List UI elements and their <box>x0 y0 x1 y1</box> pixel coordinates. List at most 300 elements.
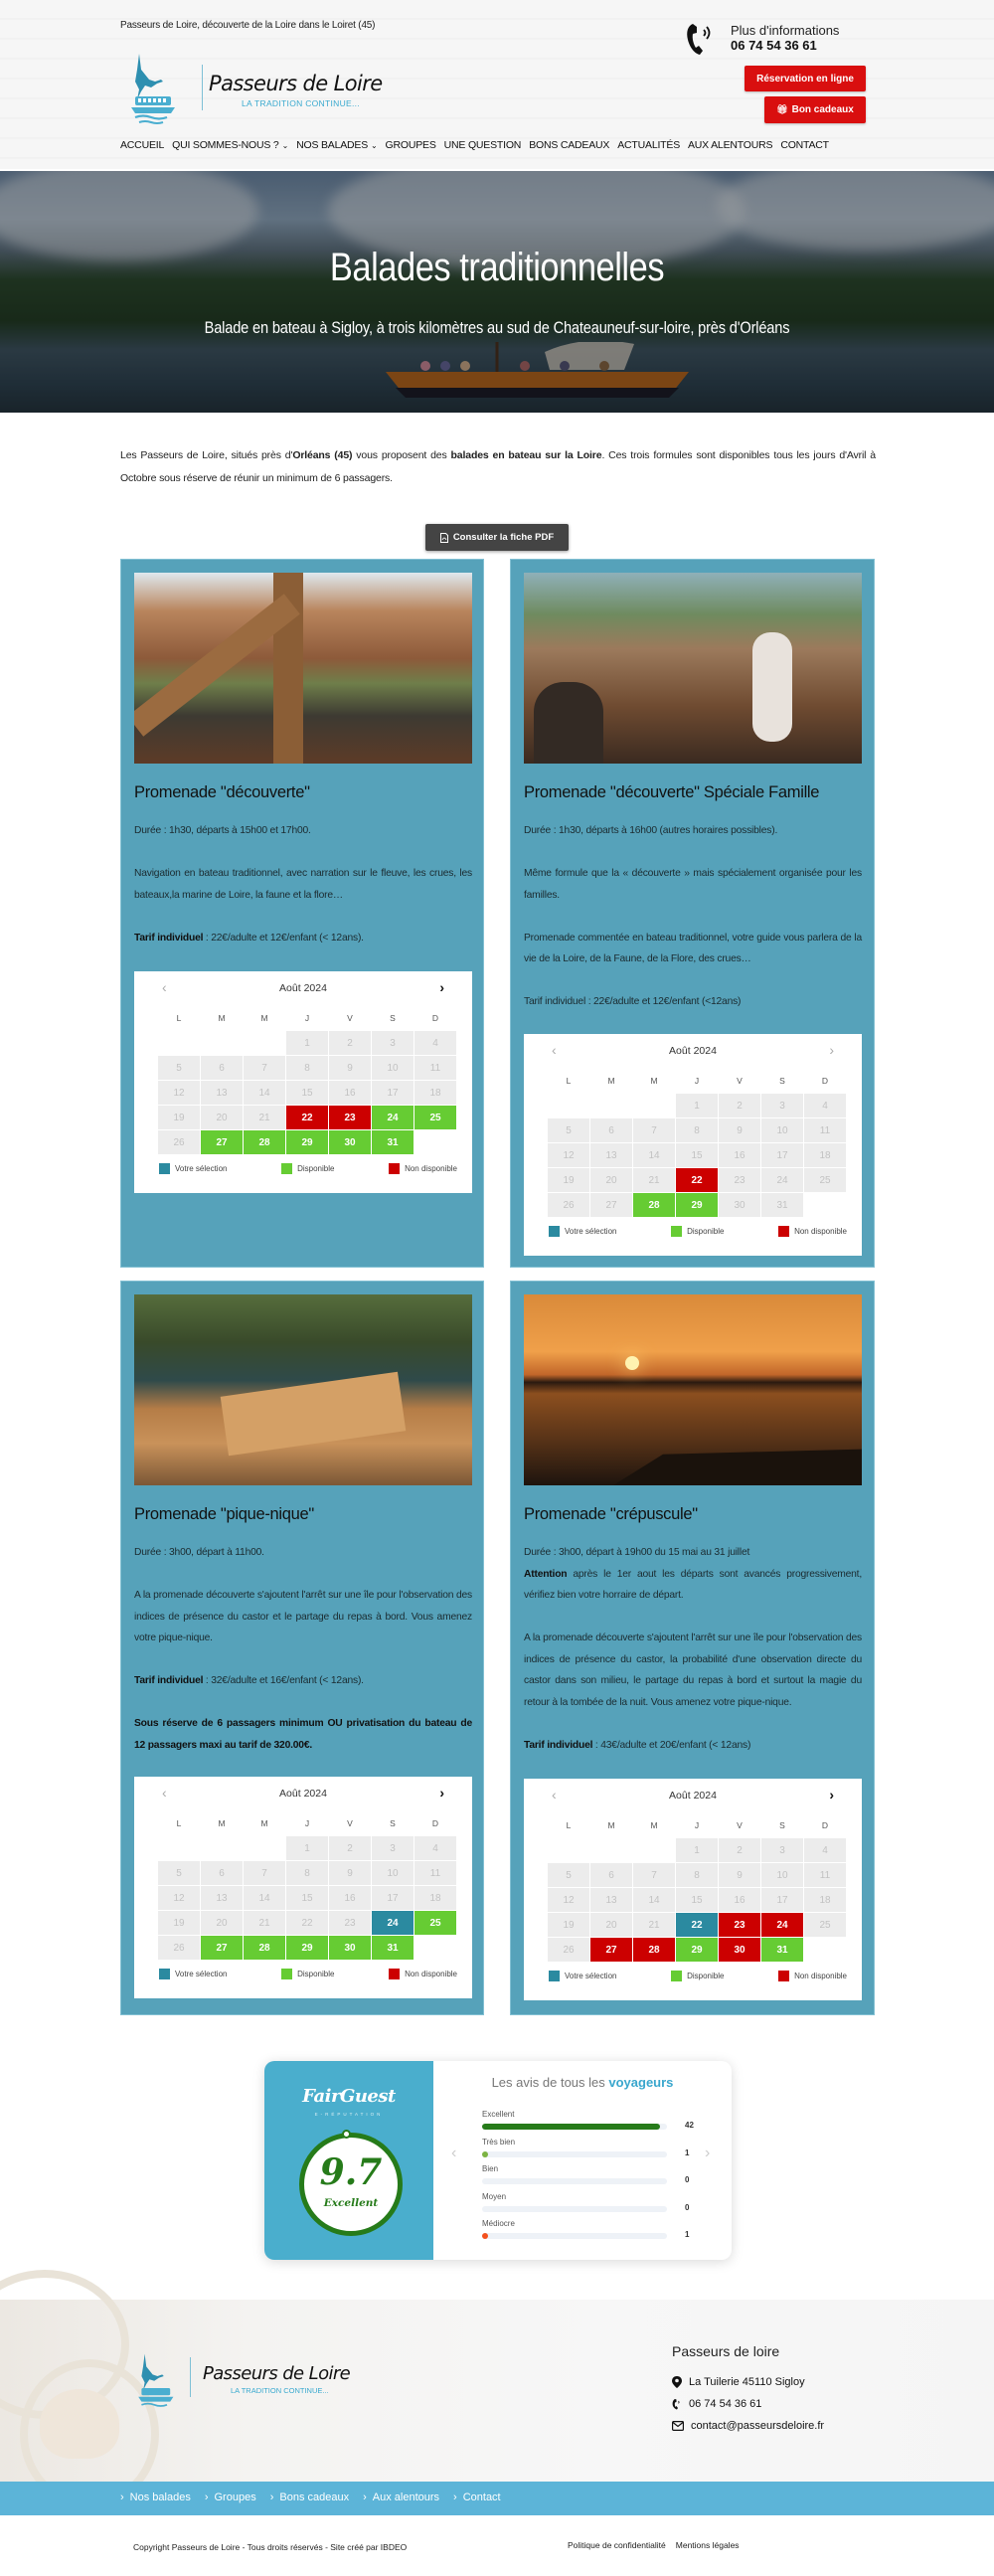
review-bar-fill <box>482 2233 488 2239</box>
calendar-day-disabled: 20 <box>201 1911 243 1935</box>
calendar-day-disabled: 3 <box>372 1031 414 1055</box>
footer-email-text: contact@passeursdeloire.fr <box>691 2420 825 2432</box>
footer-link-label: Nos balades <box>129 2491 191 2503</box>
weekday-header: V <box>719 1069 760 1093</box>
tour-card-decouverte <box>120 559 484 1268</box>
pdf-download-button[interactable] <box>425 524 569 551</box>
review-row-count: 0 <box>685 2175 690 2184</box>
calendar-prev-icon[interactable]: ‹ <box>552 1787 557 1803</box>
calendar-day-disabled: 12 <box>548 1888 589 1912</box>
review-bar-track <box>482 2178 667 2184</box>
calendar-day-disabled: 9 <box>329 1861 371 1885</box>
calendar-day-disabled: 25 <box>804 1168 846 1192</box>
tour-photo <box>134 1294 472 1485</box>
calendar-day-disabled: 21 <box>633 1913 675 1937</box>
paragraph-spacer <box>134 842 472 864</box>
tour-paragraph-text: : 32€/adulte et 16€/enfant (< 12ans). <box>203 1675 364 1686</box>
calendar-day-disabled: 4 <box>414 1836 456 1860</box>
tour-paragraph <box>524 928 862 970</box>
calendar-day-disabled: 14 <box>244 1886 285 1910</box>
nav-item-nos-balades[interactable] <box>296 139 377 151</box>
footer-link-aux-alentours[interactable] <box>363 2491 439 2503</box>
paragraph-spacer <box>134 1649 472 1671</box>
legend-selection <box>549 1226 616 1237</box>
calendar-header <box>524 1787 862 1806</box>
nav-label: ACTUALITÉS <box>617 139 680 151</box>
privacy-policy-link[interactable]: Politique de confidentialité <box>568 2540 666 2550</box>
calendar-day-disabled: 16 <box>719 1888 760 1912</box>
available-swatch <box>671 1226 682 1237</box>
gift-voucher-button[interactable] <box>764 96 866 123</box>
footer-email[interactable] <box>672 2420 824 2432</box>
tour-paragraph <box>524 1542 862 1564</box>
weekday-header: D <box>804 1069 846 1093</box>
calendar-day-disabled: 11 <box>414 1056 456 1080</box>
calendar-next-icon[interactable]: › <box>829 1787 834 1803</box>
calendar-day-disabled: 18 <box>414 1081 456 1105</box>
gift-icon: 🎁︎ <box>776 104 788 114</box>
legend-selection <box>549 1971 616 1981</box>
review-row <box>482 2110 694 2130</box>
calendar-day-available[interactable]: 31 <box>372 1130 414 1154</box>
calendar-month: Août 2024 <box>669 1790 717 1802</box>
calendar-day-disabled: 19 <box>158 1911 200 1935</box>
tour-paragraph-text: Durée : 1h30, départs à 16h00 (autres horaires possibles). <box>524 825 778 836</box>
calendar-empty-cell <box>158 1031 200 1055</box>
footer-link-label: Bons cadeaux <box>279 2491 350 2503</box>
calendar-day-disabled: 15 <box>676 1888 718 1912</box>
nav-item-accueil[interactable] <box>120 139 164 151</box>
nav-label: ACCUEIL <box>120 139 165 151</box>
calendar-day-disabled: 26 <box>548 1193 589 1217</box>
nav-item-bons-cadeaux[interactable] <box>529 139 609 151</box>
calendar-day-disabled: 10 <box>372 1861 414 1885</box>
calendar-day-available[interactable]: 29 <box>286 1936 328 1960</box>
tour-paragraph <box>134 928 472 949</box>
chevron-right-icon: › <box>453 2491 457 2503</box>
tour-paragraph-text: Durée : 1h30, départs à 15h00 et 17h00. <box>134 825 311 836</box>
tour-paragraph <box>134 1713 472 1756</box>
legend-label: Votre sélection <box>565 1227 617 1236</box>
legend-label: Disponible <box>687 1227 725 1236</box>
calendar-day-available[interactable]: 28 <box>244 1130 285 1154</box>
legal-notice-link[interactable]: Mentions légales <box>675 2540 740 2550</box>
legend-label: Votre sélection <box>175 1164 228 1173</box>
paragraph-spacer <box>524 842 862 864</box>
review-row-count: 1 <box>685 2230 690 2239</box>
fairguest-score-panel <box>264 2061 433 2260</box>
unavailable-swatch <box>389 1163 400 1174</box>
calendar-day-unavailable: 27 <box>590 1938 632 1962</box>
calendar-empty-cell <box>158 1836 200 1860</box>
calendar-day-disabled: 1 <box>676 1838 718 1862</box>
calendar-prev-icon[interactable]: ‹ <box>552 1042 557 1058</box>
review-bar-track <box>482 2206 667 2212</box>
footer-phone-text: 06 74 54 36 61 <box>689 2398 762 2410</box>
tour-description <box>134 820 472 948</box>
nav-item-aux-alentours[interactable] <box>688 139 772 151</box>
calendar-day-disabled: 3 <box>372 1836 414 1860</box>
nav-label: NOS BALADES <box>296 139 369 151</box>
calendar-day-disabled: 10 <box>372 1056 414 1080</box>
available-swatch <box>281 1969 292 1979</box>
calendar-day-disabled: 7 <box>244 1861 285 1885</box>
paragraph-spacer <box>134 906 472 928</box>
nav-item-groupes[interactable] <box>386 139 436 151</box>
calendar-next-icon[interactable]: › <box>439 1785 444 1801</box>
nav-item-une-question[interactable] <box>444 139 522 151</box>
calendar-day-selected[interactable]: 24 <box>372 1911 414 1935</box>
calendar-day-available[interactable]: 31 <box>761 1938 803 1962</box>
review-row-count: 1 <box>685 2147 690 2157</box>
calendar-day-available[interactable]: 28 <box>633 1193 675 1217</box>
calendar-day-available[interactable]: 30 <box>329 1936 371 1960</box>
calendar-legend <box>549 1971 847 1981</box>
tour-title: Promenade "découverte" <box>134 783 310 801</box>
selection-swatch <box>159 1163 170 1174</box>
legend-label: Non disponible <box>794 1972 847 1980</box>
tour-paragraph <box>524 1564 862 1607</box>
calendar-day-disabled: 12 <box>548 1143 589 1167</box>
nav-label: BONS CADEAUX <box>529 139 610 151</box>
calendar-day-disabled: 1 <box>676 1094 718 1117</box>
calendar-empty-cell <box>590 1094 632 1117</box>
tour-photo <box>524 573 862 764</box>
reviews-title <box>433 2075 732 2090</box>
paragraph-spacer <box>134 1564 472 1586</box>
online-booking-button[interactable] <box>745 66 866 91</box>
calendar-prev-icon[interactable]: ‹ <box>162 979 167 995</box>
calendar-day-disabled: 21 <box>244 1106 285 1129</box>
tour-photo <box>134 573 472 764</box>
footer-nav <box>0 2482 994 2515</box>
legend-unavailable <box>778 1971 847 1981</box>
calendar-empty-cell <box>244 1031 285 1055</box>
weekday-header: S <box>372 1811 414 1835</box>
calendar-day-unavailable: 23 <box>719 1913 760 1937</box>
available-swatch <box>281 1163 292 1174</box>
online-booking-label: Réservation en ligne <box>756 73 854 85</box>
calendar-day-available[interactable]: 30 <box>329 1130 371 1154</box>
nav-item-actualites[interactable] <box>617 139 680 151</box>
chevron-right-icon: › <box>269 2491 274 2503</box>
calendar-grid <box>158 1006 456 1154</box>
tour-description <box>524 1542 862 1756</box>
calendar-day-disabled: 8 <box>676 1118 718 1142</box>
calendar-day-available[interactable]: 27 <box>201 1130 243 1154</box>
nav-item-contact[interactable] <box>780 139 829 151</box>
main-nav <box>120 139 829 151</box>
availability-calendar <box>524 1779 862 2000</box>
reviews-prev-arrow[interactable]: ‹ <box>451 2145 457 2161</box>
review-row-label: Médiocre <box>482 2219 515 2228</box>
calendar-day-disabled: 8 <box>286 1056 328 1080</box>
calendar-header <box>524 1042 862 1062</box>
calendar-day-disabled: 5 <box>158 1861 200 1885</box>
footer-link-contact[interactable] <box>453 2491 501 2503</box>
calendar-grid <box>548 1069 846 1217</box>
calendar-day-disabled: 11 <box>414 1861 456 1885</box>
weekday-header: V <box>329 1006 371 1030</box>
calendar-day-unavailable: 24 <box>761 1913 803 1937</box>
footer-link-bons-cadeaux[interactable] <box>270 2491 349 2503</box>
calendar-day-disabled: 6 <box>201 1056 243 1080</box>
calendar-day-disabled: 20 <box>590 1913 632 1937</box>
calendar-day-disabled: 31 <box>761 1193 803 1217</box>
review-score: 9.7 <box>319 2151 383 2193</box>
calendar-day-disabled: 26 <box>158 1936 200 1960</box>
legend-selection <box>159 1969 227 1979</box>
calendar-day-available[interactable]: 29 <box>286 1130 328 1154</box>
calendar-day-disabled: 6 <box>590 1118 632 1142</box>
calendar-day-available[interactable]: 25 <box>414 1911 456 1935</box>
weekday-header: D <box>414 1006 456 1030</box>
calendar-day-disabled: 14 <box>633 1888 675 1912</box>
fairguest-reviews-widget <box>264 2061 732 2260</box>
tour-paragraph-text: Tarif individuel : 22€/adulte et 12€/enfant (<12ans) <box>524 996 742 1007</box>
tour-card-famille <box>510 559 875 1268</box>
review-row-count: 42 <box>685 2121 694 2130</box>
footer-link-label: Contact <box>462 2491 501 2503</box>
reviews-next-arrow[interactable]: › <box>705 2145 711 2161</box>
calendar-day-disabled: 5 <box>548 1118 589 1142</box>
tour-paragraph <box>524 820 862 842</box>
calendar-next-icon[interactable]: › <box>439 979 444 995</box>
calendar-day-disabled: 4 <box>804 1094 846 1117</box>
reviews-title-accent: voyageurs <box>608 2075 674 2090</box>
weekday-header: V <box>719 1813 760 1837</box>
legend-label: Votre sélection <box>175 1970 228 1978</box>
review-bar-track <box>482 2233 667 2239</box>
calendar-day-unavailable: 22 <box>286 1106 328 1129</box>
chevron-down-icon: ⌄ <box>371 140 378 150</box>
footer-address-text: La Tuilerie 45110 Sigloy <box>689 2376 805 2388</box>
header-phone-number[interactable]: 06 74 54 36 61 <box>731 38 817 53</box>
calendar-day-disabled: 16 <box>329 1886 371 1910</box>
heron-boat-logo-icon <box>135 2347 195 2417</box>
site-logo[interactable] <box>127 52 383 126</box>
weekday-header: J <box>676 1813 718 1837</box>
calendar-day-disabled: 2 <box>329 1031 371 1055</box>
calendar-legend <box>549 1226 847 1237</box>
legend-selection <box>159 1163 227 1174</box>
tour-title: Promenade "pique-nique" <box>134 1505 314 1523</box>
selection-swatch <box>549 1226 560 1237</box>
unavailable-swatch <box>389 1969 400 1979</box>
review-row <box>482 2164 691 2184</box>
tour-paragraph <box>524 991 862 1013</box>
calendar-day-disabled: 16 <box>719 1143 760 1167</box>
review-score-label: Excellent <box>323 2197 379 2209</box>
intro-bold: balades en bateau sur la Loire <box>450 449 602 461</box>
hero-overlay <box>0 171 994 413</box>
calendar-day-disabled: 13 <box>590 1143 632 1167</box>
tour-paragraph-text: Durée : 3h00, départ à 19h00 du 15 mai au 31 juillet <box>524 1547 750 1558</box>
calendar-day-available[interactable]: 28 <box>244 1936 285 1960</box>
calendar-grid <box>548 1813 846 1962</box>
availability-calendar <box>134 971 472 1193</box>
review-row-count: 0 <box>685 2202 690 2212</box>
calendar-day-disabled: 26 <box>158 1130 200 1154</box>
calendar-empty-cell <box>590 1838 632 1862</box>
unavailable-swatch <box>778 1226 789 1237</box>
calendar-grid <box>158 1811 456 1960</box>
legend-available <box>671 1226 724 1237</box>
weekday-header: J <box>286 1811 328 1835</box>
calendar-day-disabled: 11 <box>804 1863 846 1887</box>
calendar-day-disabled: 4 <box>414 1031 456 1055</box>
nav-label: CONTACT <box>780 139 829 151</box>
paragraph-spacer <box>524 906 862 928</box>
page-subtitle: Balade en bateau à Sigloy, à trois kilomètres au sud de Chateauneuf-sur-loire, près d'Orléans <box>204 318 790 337</box>
tour-paragraph-bold: Tarif individuel <box>134 932 204 944</box>
calendar-day-disabled: 12 <box>158 1886 200 1910</box>
nav-item-qui-sommes-nous[interactable] <box>172 139 288 151</box>
calendar-day-disabled: 19 <box>158 1106 200 1129</box>
footer-link-groupes[interactable] <box>205 2491 256 2503</box>
pdf-file-icon <box>440 533 448 543</box>
calendar-day-disabled: 11 <box>804 1118 846 1142</box>
calendar-day-disabled: 21 <box>244 1911 285 1935</box>
calendar-day-available[interactable]: 25 <box>414 1106 456 1129</box>
tour-paragraph-bold: Attention <box>524 1568 568 1580</box>
review-row <box>482 2137 691 2157</box>
available-swatch <box>671 1971 682 1981</box>
review-row <box>482 2191 691 2212</box>
calendar-day-available[interactable]: 29 <box>676 1193 718 1217</box>
calendar-day-disabled: 27 <box>590 1193 632 1217</box>
tour-paragraph-bold: Tarif individuel <box>134 1675 204 1686</box>
reviews-title-text: Les avis de tous les <box>491 2075 609 2090</box>
calendar-day-disabled: 9 <box>719 1118 760 1142</box>
footer-link-label: Groupes <box>214 2491 256 2503</box>
legend-unavailable <box>389 1163 457 1174</box>
intro-text: vous proposent des <box>352 449 451 461</box>
tour-paragraph-text: Promenade commentée en bateau traditionnel, votre guide vous parlera de la vie de la Loire, de la Faune, de la Flore, des crues… <box>524 932 862 964</box>
paragraph-spacer <box>524 1607 862 1629</box>
calendar-day-disabled: 14 <box>244 1081 285 1105</box>
legend-label: Non disponible <box>405 1164 457 1173</box>
tour-paragraph <box>134 820 472 842</box>
calendar-day-disabled: 20 <box>590 1168 632 1192</box>
shell-decoration <box>40 2389 119 2459</box>
legend-available <box>281 1163 334 1174</box>
calendar-empty-cell <box>633 1838 675 1862</box>
calendar-day-disabled: 23 <box>719 1168 760 1192</box>
tour-paragraph <box>134 1542 472 1564</box>
calendar-day-disabled: 13 <box>590 1888 632 1912</box>
weekday-header: M <box>633 1813 675 1837</box>
calendar-day-disabled: 7 <box>633 1118 675 1142</box>
calendar-day-available[interactable]: 24 <box>372 1106 414 1129</box>
calendar-day-disabled: 1 <box>286 1031 328 1055</box>
calendar-day-disabled: 15 <box>286 1886 328 1910</box>
pdf-download-label: Consulter la fiche PDF <box>452 532 555 543</box>
weekday-header: L <box>548 1069 589 1093</box>
calendar-empty-cell <box>548 1838 589 1862</box>
calendar-next-icon[interactable]: › <box>829 1042 834 1058</box>
map-pin-icon <box>672 2376 682 2388</box>
weekday-header: D <box>804 1813 846 1837</box>
calendar-day-available[interactable]: 31 <box>372 1936 414 1960</box>
calendar-day-disabled: 12 <box>158 1081 200 1105</box>
calendar-day-disabled: 3 <box>761 1094 803 1117</box>
calendar-day-unavailable: 28 <box>633 1938 675 1962</box>
legend-available <box>671 1971 724 1981</box>
calendar-empty-cell <box>633 1094 675 1117</box>
footer-logo-title: Passeurs de Loire <box>203 2363 351 2384</box>
legend-label: Disponible <box>297 1164 335 1173</box>
calendar-day-disabled: 13 <box>201 1886 243 1910</box>
tour-paragraph-text: Même formule que la « découverte » mais spécialement organisée pour les familles. <box>524 868 862 901</box>
calendar-month: Août 2024 <box>669 1045 717 1057</box>
calendar-day-disabled: 15 <box>286 1081 328 1105</box>
footer-link-nos-balades[interactable] <box>120 2491 191 2503</box>
weekday-header: S <box>761 1069 803 1093</box>
calendar-legend <box>159 1969 457 1979</box>
tour-paragraph <box>524 1628 862 1713</box>
footer-logo[interactable] <box>135 2347 364 2417</box>
copyright-text: Copyright Passeurs de Loire - Tous droits réservés - Site créé par IBDEO <box>133 2542 408 2552</box>
chevron-down-icon: ⌄ <box>281 140 289 150</box>
selection-swatch <box>549 1971 560 1981</box>
chevron-right-icon: › <box>204 2491 209 2503</box>
weekday-header: V <box>329 1811 371 1835</box>
tour-title: Promenade "crépuscule" <box>524 1505 698 1523</box>
calendar-day-disabled: 1 <box>286 1836 328 1860</box>
logo-title: Passeurs de Loire <box>209 72 383 95</box>
calendar-day-disabled: 17 <box>372 1081 414 1105</box>
paragraph-spacer <box>134 1692 472 1714</box>
tour-paragraph <box>134 1670 472 1692</box>
weekday-header: D <box>414 1811 456 1835</box>
gift-voucher-label: Bon cadeaux <box>791 104 854 115</box>
weekday-header: S <box>372 1006 414 1030</box>
calendar-day-disabled: 7 <box>633 1863 675 1887</box>
review-row-label: Excellent <box>482 2110 515 2119</box>
tour-paragraph-bold: Sous réserve de 6 passagers minimum OU privatisation du bateau de 12 passagers maxi au tarif de 320.00€. <box>134 1718 472 1751</box>
weekday-header: J <box>676 1069 718 1093</box>
calendar-day-disabled: 23 <box>329 1911 371 1935</box>
legend-label: Non disponible <box>794 1227 847 1236</box>
review-row-label: Moyen <box>482 2191 507 2201</box>
review-row-label: Bien <box>482 2164 499 2173</box>
nav-label: GROUPES <box>385 139 436 151</box>
info-label: Plus d'informations <box>731 23 840 38</box>
calendar-day-disabled: 6 <box>201 1861 243 1885</box>
calendar-day-disabled: 19 <box>548 1913 589 1937</box>
calendar-prev-icon[interactable]: ‹ <box>162 1785 167 1801</box>
legal-links <box>568 2540 740 2550</box>
calendar-day-disabled: 20 <box>201 1106 243 1129</box>
tour-paragraph-text: : 43€/adulte et 20€/enfant (< 12ans) <box>592 1739 751 1751</box>
calendar-day-disabled: 2 <box>719 1838 760 1862</box>
site-footer <box>0 2300 994 2482</box>
calendar-day-available[interactable]: 27 <box>201 1936 243 1960</box>
availability-calendar <box>134 1777 472 1998</box>
footer-logo-subtitle: LA TRADITION CONTINUE... <box>231 2386 329 2395</box>
calendar-empty-cell <box>201 1836 243 1860</box>
footer-phone[interactable] <box>672 2398 761 2410</box>
calendar-day-disabled: 5 <box>548 1863 589 1887</box>
calendar-day-disabled: 15 <box>676 1143 718 1167</box>
calendar-empty-cell <box>548 1094 589 1117</box>
calendar-day-available[interactable]: 29 <box>676 1938 718 1962</box>
calendar-day-selected[interactable]: 22 <box>676 1913 718 1937</box>
footer-company-name: Passeurs de loire <box>672 2343 780 2359</box>
calendar-day-disabled: 10 <box>761 1118 803 1142</box>
logo-separator <box>190 2357 191 2397</box>
